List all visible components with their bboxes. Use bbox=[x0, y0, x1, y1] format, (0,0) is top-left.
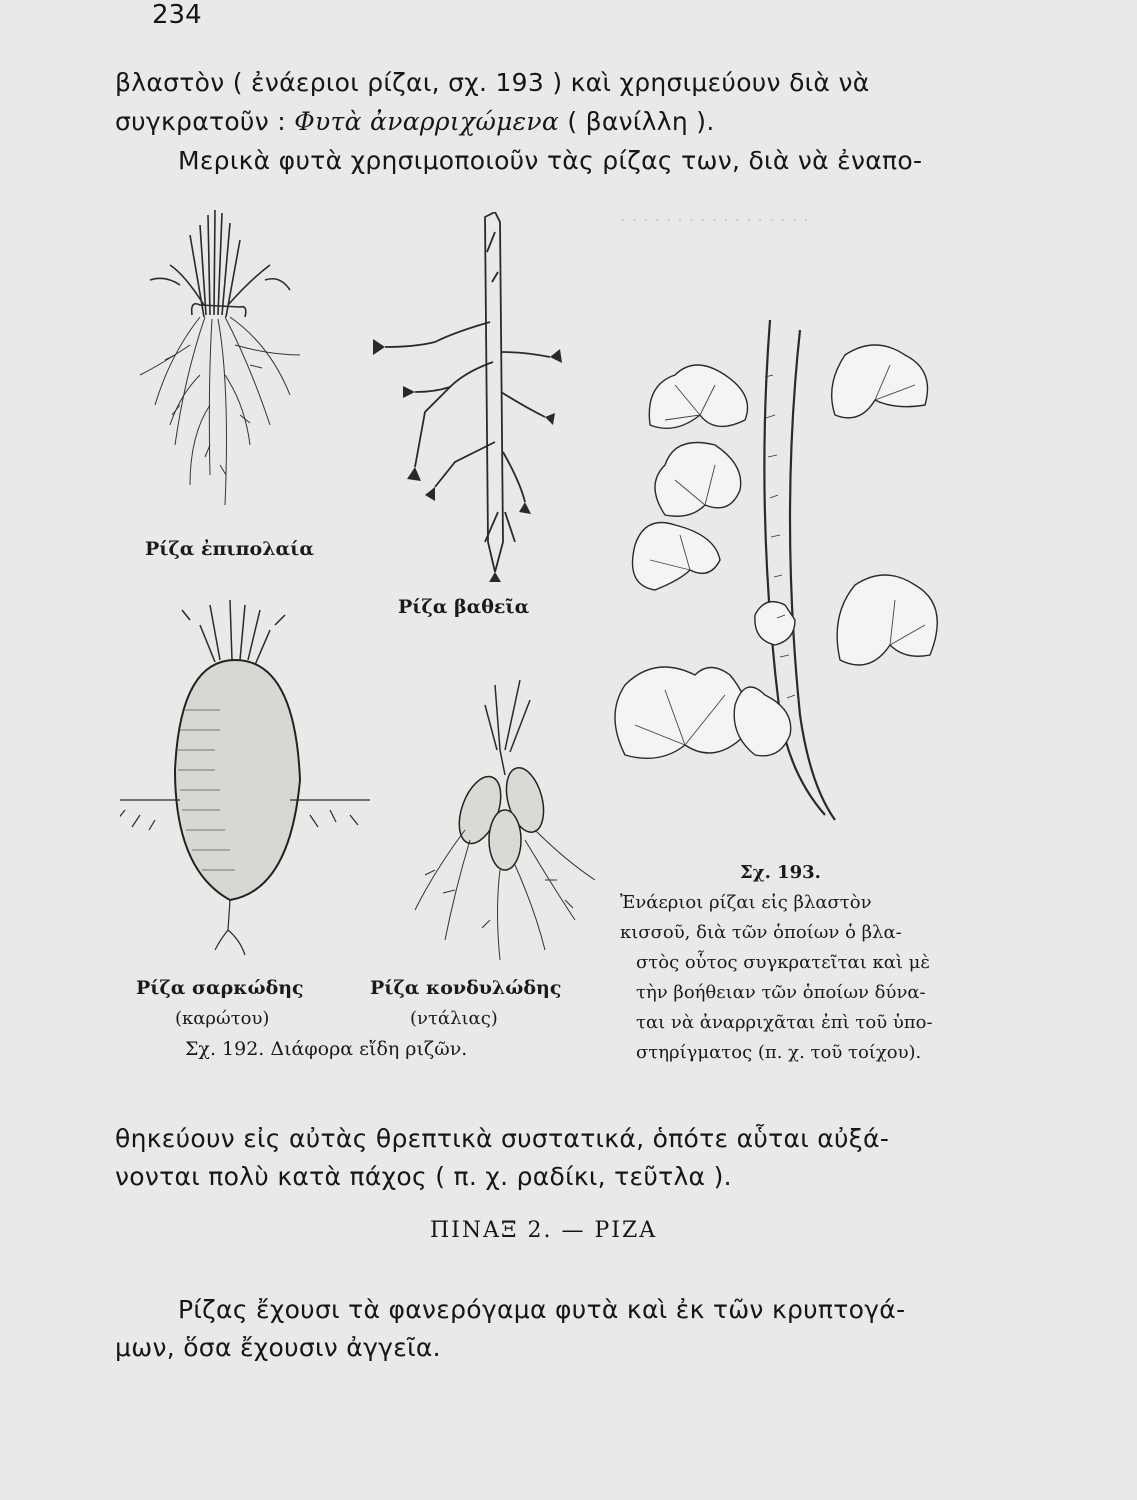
text-line: μων, ὅσα ἔχουσιν ἀγγεῖα. bbox=[115, 1333, 441, 1362]
text-line bbox=[115, 107, 715, 136]
figure-193-caption-line: στὸς οὗτος συγκρατεῖται καὶ μὲ bbox=[636, 952, 931, 973]
bleed-through-text: · · · · · · · · · · · · · · · · · bbox=[620, 210, 809, 231]
fleshy-root-sublabel: (καρώτου) bbox=[175, 1008, 270, 1029]
tuberous-root-sublabel: (ντάλιας) bbox=[410, 1008, 498, 1029]
figure-193-caption-line: στηρίγματος (π. χ. τοῦ τοίχου). bbox=[636, 1042, 922, 1063]
text-line: Μερικὰ φυτὰ χρησιμοποιοῦν τὰς ρίζας των, διὰ νὰ ἐναπο- bbox=[178, 146, 923, 175]
text-segment: ( βανίλλη ). bbox=[567, 107, 715, 136]
deep-root-illustration bbox=[355, 212, 575, 587]
text-segment: συγκρατοῦν : bbox=[115, 107, 286, 136]
page-number: 234 bbox=[152, 0, 202, 30]
text-line: βλαστὸν ( ἐνάεριοι ρίζαι, σχ. 193 ) καὶ χρησιμεύουν διὰ νὰ bbox=[115, 68, 870, 97]
figure-193-caption-line: τὴν βοήθειαν τῶν ὁποίων δύνα- bbox=[636, 982, 926, 1003]
deep-root-label: Ρίζα βαθεῖα bbox=[398, 596, 530, 618]
fleshy-root-illustration bbox=[120, 600, 380, 960]
figure-193-caption-line: Ἐνάεριοι ρίζαι εἰς βλαστὸν bbox=[620, 892, 872, 913]
ivy-aerial-roots-illustration bbox=[605, 315, 960, 825]
figure-192-caption: Σχ. 192. Διάφορα εἴδη ριζῶν. bbox=[185, 1038, 468, 1060]
figure-193-title: Σχ. 193. bbox=[740, 862, 821, 883]
text-line: Ρίζας ἔχουσι τὰ φανερόγαμα φυτὰ καὶ ἐκ τῶν κρυπτογά- bbox=[178, 1295, 906, 1324]
text-line: θηκεύουν εἰς αὐτὰς θρεπτικὰ συστατικά, ὁπότε αὗται αὐξά- bbox=[115, 1124, 890, 1153]
superficial-root-label: Ρίζα ἐπιπολαία bbox=[145, 538, 314, 560]
figure-193-caption-line: κισσοῦ, διὰ τῶν ὁποίων ὁ βλα- bbox=[620, 922, 902, 943]
figure-193-caption-line: ται νὰ ἀναρριχᾶται ἐπὶ τοῦ ὑπο- bbox=[636, 1012, 933, 1033]
fleshy-root-label: Ρίζα σαρκώδης bbox=[136, 977, 304, 999]
text-line: νονται πολὺ κατὰ πάχος ( π. χ. ραδίκι, τεῦτλα ). bbox=[115, 1162, 732, 1191]
tuberous-root-illustration bbox=[405, 680, 605, 965]
tuberous-root-label: Ρίζα κονδυλώδης bbox=[370, 977, 562, 999]
superficial-root-illustration bbox=[130, 205, 310, 515]
italic-term: Φυτὰ ἀναρριχώμενα bbox=[294, 107, 560, 136]
section-heading: ΠΙΝΑΞ 2. — ΡΙΖΑ bbox=[430, 1218, 658, 1243]
